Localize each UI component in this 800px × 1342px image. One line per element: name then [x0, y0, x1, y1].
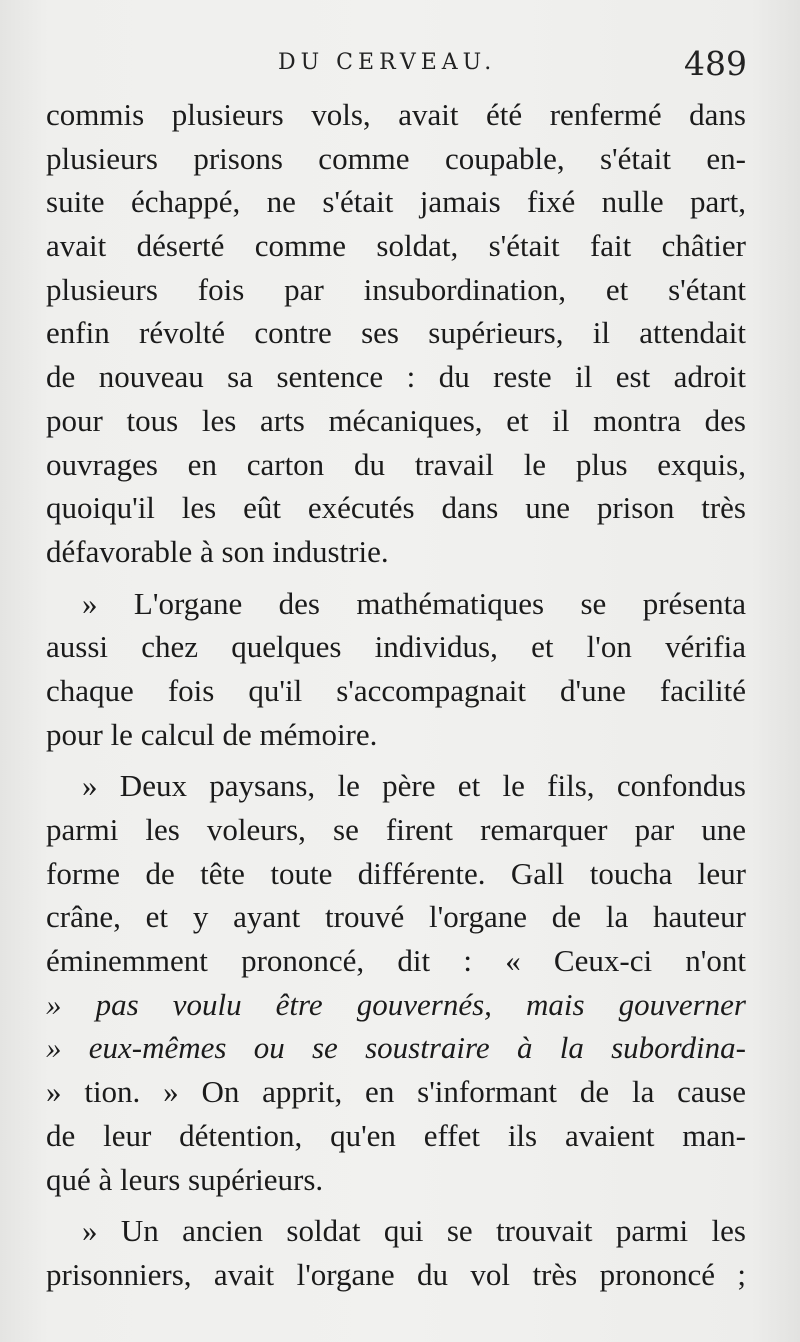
paragraph	[46, 1209, 746, 1296]
text-line: enfin révolté contre ses supérieurs, il attendait	[46, 315, 746, 351]
text-line: avait déserté comme soldat, s'était fait châtier	[46, 228, 746, 264]
text-line-italic: » pas voulu être gouvernés, mais gouverner	[46, 986, 746, 1022]
text-line: quoiqu'il les eût exécutés dans une prison très	[46, 490, 746, 526]
paragraph	[46, 93, 746, 574]
text-line-italic: » eux-mêmes ou se soustraire à la subordina-	[46, 1030, 746, 1066]
text-line: aussi chez quelques individus, et l'on vérifia	[46, 629, 746, 665]
text-line: » Deux paysans, le père et le fils, confondus	[82, 768, 746, 804]
paragraph-gap	[46, 1201, 746, 1209]
text-line: qué à leurs supérieurs.	[46, 1161, 324, 1197]
text-line: » Un ancien soldat qui se trouvait parmi les	[82, 1213, 746, 1249]
paragraph	[46, 764, 746, 1201]
text-line: éminemment prononcé, dit : « Ceux-ci n'ont	[46, 943, 746, 979]
text-line: » L'organe des mathématiques se présenta	[82, 585, 746, 621]
text-line: chaque fois qu'il s'accompagnait d'une facilité	[46, 672, 746, 708]
text-line: plusieurs fois par insubordination, et s'étant	[46, 271, 746, 307]
text-line: crâne, et y ayant trouvé l'organe de la hauteur	[46, 899, 746, 935]
text-line: de leur détention, qu'en effet ils avaient man-	[46, 1117, 746, 1153]
page-header	[0, 44, 800, 84]
text-line: suite échappé, ne s'était jamais fixé nulle part,	[46, 184, 746, 220]
text-line: prisonniers, avait l'organe du vol très prononcé ;	[46, 1256, 746, 1292]
paragraph-gap	[46, 574, 746, 582]
text-line: ouvrages en carton du travail le plus exquis,	[46, 446, 746, 482]
text-line: plusieurs prisons comme coupable, s'était en-	[46, 140, 746, 176]
text-line: forme de tête toute différente. Gall toucha leur	[46, 855, 746, 891]
body-text	[46, 93, 746, 1297]
text-line: commis plusieurs vols, avait été renfermé dans	[46, 97, 746, 132]
text-line: parmi les voleurs, se firent remarquer par une	[46, 812, 746, 847]
page-number: 489	[684, 44, 747, 83]
text-line: pour le calcul de mémoire.	[46, 716, 378, 752]
text-line: de nouveau sa sentence : du reste il est adroit	[46, 359, 746, 395]
text-line: pour tous les arts mécaniques, et il montra des	[46, 402, 746, 438]
paragraph	[46, 582, 746, 757]
text-line: défavorable à son industrie.	[46, 533, 389, 569]
text-line: » tion. » On apprit, en s'informant de la cause	[46, 1074, 746, 1110]
paragraph-gap	[46, 756, 746, 764]
running-title: DU CERVEAU.	[278, 50, 497, 75]
